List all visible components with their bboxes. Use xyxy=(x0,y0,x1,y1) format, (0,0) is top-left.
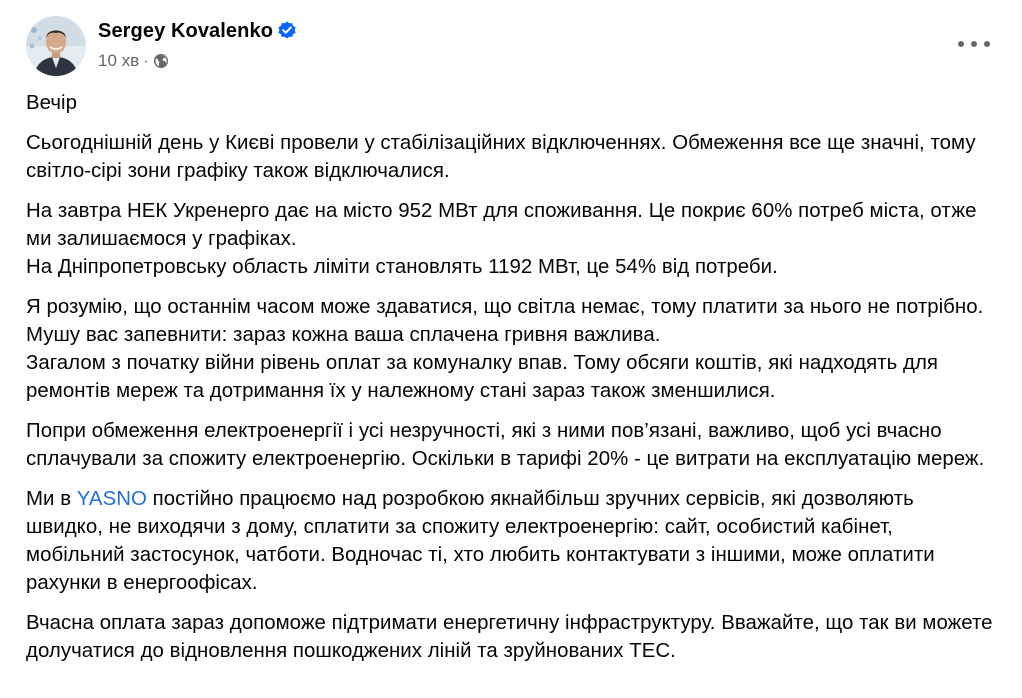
post-paragraph xyxy=(26,129,996,185)
paragraph-text: Вчасна оплата зараз допоможе підтримати енергетичну інфраструктуру. Вважайте, що так ви можете долучатися до відновлення пошкоджених ліній та зруйнованих ТЕС. xyxy=(26,612,993,662)
paragraph-text: На завтра НЕК Укренерго дає на місто 952 МВт для споживання. Це покриє 60% потреб міста, отже ми залишаємося у графіках. xyxy=(26,200,977,250)
more-dot xyxy=(958,41,964,47)
post-paragraph xyxy=(26,609,996,665)
globe-icon[interactable] xyxy=(153,53,169,69)
author-name[interactable]: Sergey Kovalenko xyxy=(98,20,274,42)
post-meta xyxy=(98,50,297,72)
more-options-icon[interactable] xyxy=(958,32,990,56)
paragraph-text: постійно працюємо над розробкою якнайбільш зручних сервісів, які дозволяють швидко, не виходячи з дому, сплатити за спожиту електроенергію: сайт, особистий кабінет, мобільний застосунок, чатботи. Водночас ті, хто любить контактувати з іншими, може оплатити рахунки в енергоофісах. xyxy=(26,488,935,594)
more-dot xyxy=(984,41,990,47)
more-dot xyxy=(971,41,977,47)
post-paragraph xyxy=(26,89,996,117)
post-paragraph xyxy=(26,417,996,473)
paragraph-text: Я розумію, що останнім часом може здаватися, що світла немає, тому платити за нього не потрібно. Мушу вас запевнити: зараз кожна ваша сплачена гривня важлива. xyxy=(26,296,984,346)
post-paragraph xyxy=(26,197,996,281)
author-avatar[interactable] xyxy=(26,16,86,76)
paragraph-text: Сьогоднішній день у Києві провели у стабілізаційних відключеннях. Обмеження все ще значні, тому світло-сірі зони графіку також відключалися. xyxy=(26,132,976,182)
meta-separator: · xyxy=(143,51,149,70)
post-body xyxy=(26,89,996,677)
paragraph-text: Попри обмеження електроенергії і усі незручності, які з ними пов’язані, важливо, щоб усі вчасно сплачували за спожиту електроенергію. Оскільки в тарифі 20% - це витрати на експлуатацію мереж. xyxy=(26,420,985,470)
author-block xyxy=(98,18,297,72)
paragraph-text: Загалом з початку війни рівень оплат за комуналку впав. Тому обсяги коштів, які надходять для ремонтів мереж та дотримання їх у належному стані зараз також зменшилися. xyxy=(26,352,939,402)
post-header xyxy=(26,16,996,80)
avatar-portrait-icon xyxy=(26,16,86,76)
paragraph-text: Ми в xyxy=(26,488,77,510)
post-timestamp[interactable]: 10 хв xyxy=(98,51,140,70)
yasno-link[interactable]: YASNO xyxy=(76,488,147,510)
paragraph-text: Вечір xyxy=(26,92,78,114)
post-paragraph xyxy=(26,485,996,597)
paragraph-text: На Дніпропетровську область ліміти становлять 1192 МВт, це 54% від потреби. xyxy=(26,256,778,278)
verified-badge-icon xyxy=(277,20,297,40)
post-paragraph xyxy=(26,293,996,405)
